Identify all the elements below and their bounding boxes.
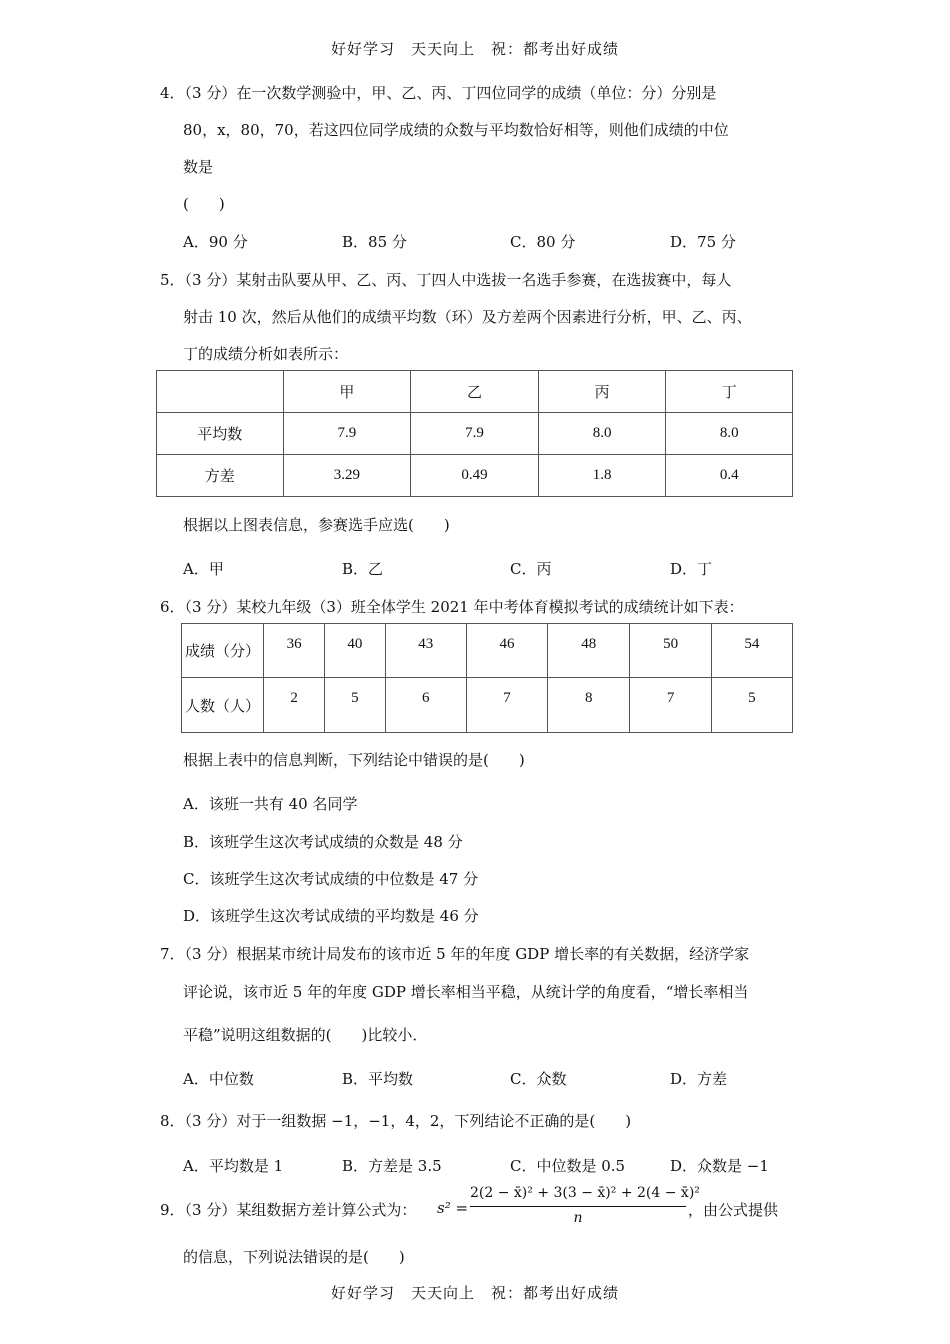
q5-option-d[interactable]: D．丁 bbox=[670, 560, 713, 578]
q6-option-d[interactable]: D．该班学生这次考试成绩的平均数是 46 分 bbox=[183, 907, 479, 925]
q6-prompt: 根据上表中的信息判断，下列结论中错误的是( ) bbox=[183, 751, 525, 769]
table-cell: 0.4 bbox=[666, 455, 793, 497]
q7-option-b[interactable]: B．平均数 bbox=[342, 1070, 414, 1088]
row-label-count: 人数（人） bbox=[182, 678, 264, 733]
q5-score-table bbox=[156, 370, 793, 497]
q5-line-1: 5．（3 分）某射击队要从甲、乙、丙、丁四人中选拔一名选手参赛，在选拔赛中，每人 bbox=[160, 271, 732, 289]
formula-numerator: 2(2 − x̄)² + 3(3 − x̄)² + 2(4 − x̄)² bbox=[470, 1185, 700, 1201]
table-cell: 36 bbox=[264, 624, 325, 678]
q6-line-1: 6．（3 分）某校九年级（3）班全体学生 2021 年中考体育模拟考试的成绩统计如下表： bbox=[160, 598, 744, 616]
q7-line-3: 平稳”说明这组数据的( )比较小． bbox=[183, 1026, 428, 1044]
table-cell: 0.49 bbox=[411, 455, 539, 497]
q4-line-1: 4．（3 分）在一次数学测验中，甲、乙、丙、丁四位同学的成绩（单位：分）分别是 bbox=[160, 84, 717, 102]
table-cell: 43 bbox=[385, 624, 466, 678]
table-cell: 46 bbox=[466, 624, 547, 678]
q9-prefix: 9．（3 分）某组数据方差计算公式为： bbox=[160, 1201, 417, 1219]
q8-line-1: 8．（3 分）对于一组数据 −1，−1，4，2，下列结论不正确的是( ) bbox=[160, 1112, 632, 1130]
q7-option-c[interactable]: C．众数 bbox=[510, 1070, 567, 1088]
q9-variance-formula bbox=[470, 1185, 700, 1231]
q9-line-2: 的信息，下列说法错误的是( ) bbox=[183, 1248, 405, 1266]
row-label-score: 成绩（分） bbox=[182, 624, 264, 678]
table-header-jia: 甲 bbox=[283, 371, 411, 413]
table-cell bbox=[157, 371, 284, 413]
table-cell: 1.8 bbox=[538, 455, 666, 497]
q8-option-d[interactable]: D．众数是 −1 bbox=[670, 1157, 769, 1175]
formula-denominator: n bbox=[573, 1210, 583, 1226]
table-header-yi: 乙 bbox=[411, 371, 539, 413]
q7-option-a[interactable]: A．中位数 bbox=[183, 1070, 254, 1088]
q6-score-table bbox=[181, 623, 793, 733]
table-cell: 2 bbox=[264, 678, 325, 733]
q9-formula-lhs: s² = bbox=[437, 1199, 469, 1217]
q4-option-a[interactable]: A．90 分 bbox=[183, 233, 248, 251]
q9-suffix: ，由公式提供 bbox=[688, 1201, 779, 1219]
q7-option-d[interactable]: D．方差 bbox=[670, 1070, 728, 1088]
q8-option-c[interactable]: C．中位数是 0.5 bbox=[510, 1157, 626, 1175]
q5-line-2: 射击 10 次，然后从他们的成绩平均数（环）及方差两个因素进行分析，甲、乙、丙、 bbox=[183, 308, 752, 326]
table-cell: 8 bbox=[548, 678, 630, 733]
table-cell: 48 bbox=[548, 624, 630, 678]
table-cell: 8.0 bbox=[538, 413, 666, 455]
table-cell: 7.9 bbox=[411, 413, 539, 455]
q5-option-b[interactable]: B．乙 bbox=[342, 560, 384, 578]
q5-prompt: 根据以上图表信息，参赛选手应选( ) bbox=[183, 516, 450, 534]
q5-line-3: 丁的成绩分析如表所示： bbox=[183, 345, 349, 363]
q4-option-c[interactable]: C．80 分 bbox=[510, 233, 576, 251]
table-cell: 7.9 bbox=[283, 413, 411, 455]
fraction-bar bbox=[470, 1206, 686, 1207]
table-row bbox=[157, 455, 793, 497]
q6-option-b[interactable]: B．该班学生这次考试成绩的众数是 48 分 bbox=[183, 833, 463, 851]
q4-line-2: 80，x，80，70，若这四位同学成绩的众数与平均数恰好相等，则他们成绩的中位 bbox=[183, 121, 729, 139]
table-cell: 50 bbox=[630, 624, 711, 678]
table-cell: 5 bbox=[324, 678, 385, 733]
row-label-mean: 平均数 bbox=[157, 413, 284, 455]
q4-line-3: 数是 bbox=[183, 158, 214, 176]
q6-option-c[interactable]: C．该班学生这次考试成绩的中位数是 47 分 bbox=[183, 870, 479, 888]
table-cell: 8.0 bbox=[666, 413, 793, 455]
table-cell: 54 bbox=[711, 624, 792, 678]
table-row bbox=[182, 624, 793, 678]
table-cell: 3.29 bbox=[283, 455, 411, 497]
table-header-ding: 丁 bbox=[666, 371, 793, 413]
q4-option-b[interactable]: B．85 分 bbox=[342, 233, 407, 251]
q8-option-a[interactable]: A．平均数是 1 bbox=[183, 1157, 284, 1175]
table-row bbox=[157, 413, 793, 455]
q4-option-d[interactable]: D．75 分 bbox=[670, 233, 736, 251]
table-cell: 40 bbox=[324, 624, 385, 678]
q5-option-a[interactable]: A．甲 bbox=[183, 560, 224, 578]
table-row bbox=[182, 678, 793, 733]
page-footer: 好好学习 天天向上 祝：都考出好成绩 bbox=[330, 1284, 619, 1302]
q5-option-c[interactable]: C．丙 bbox=[510, 560, 552, 578]
table-cell: 6 bbox=[385, 678, 466, 733]
q7-line-2: 评论说，该市近 5 年的年度 GDP 增长率相当平稳，从统计学的角度看，“增长率相当 bbox=[183, 983, 749, 1001]
row-label-variance: 方差 bbox=[157, 455, 284, 497]
table-header-bing: 丙 bbox=[538, 371, 666, 413]
page-header: 好好学习 天天向上 祝：都考出好成绩 bbox=[330, 40, 619, 58]
q4-answer-blank: ( ) bbox=[183, 195, 225, 213]
table-cell: 5 bbox=[711, 678, 792, 733]
q6-option-a[interactable]: A．该班一共有 40 名同学 bbox=[183, 795, 358, 813]
table-cell: 7 bbox=[466, 678, 547, 733]
table-cell: 7 bbox=[630, 678, 711, 733]
q8-option-b[interactable]: B．方差是 3.5 bbox=[342, 1157, 442, 1175]
q7-line-1: 7．（3 分）根据某市统计局发布的该市近 5 年的年度 GDP 增长率的有关数据，经济学家 bbox=[160, 945, 750, 963]
